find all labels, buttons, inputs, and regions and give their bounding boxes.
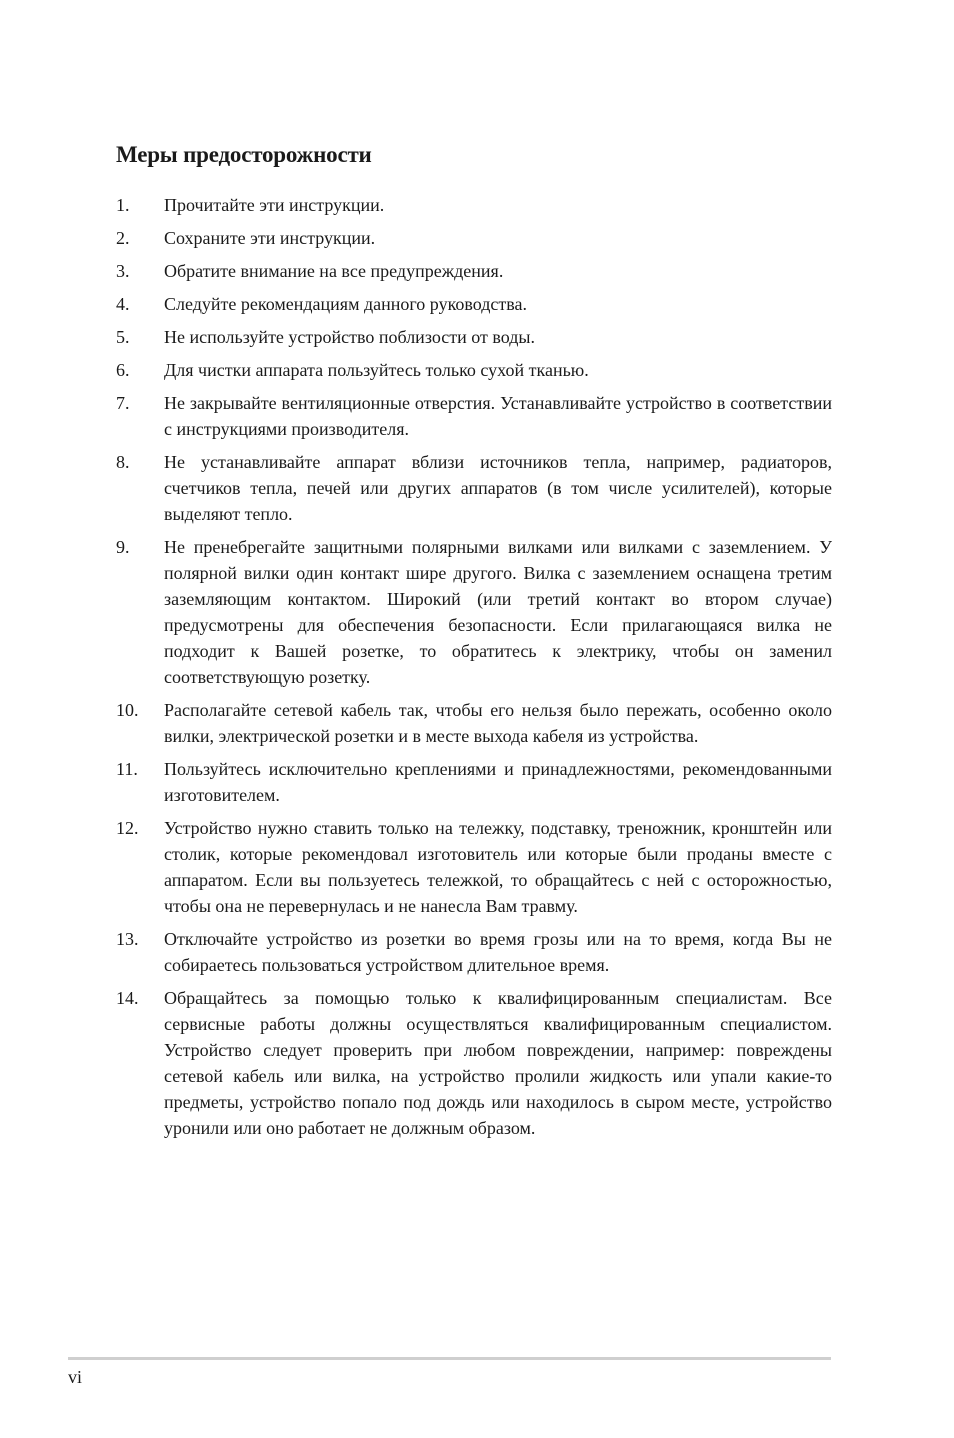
list-item-number: 5. bbox=[116, 327, 130, 347]
list-item-number: 8. bbox=[116, 452, 130, 472]
footer-divider bbox=[68, 1357, 831, 1360]
list-item bbox=[116, 225, 832, 251]
list-item-number: 4. bbox=[116, 294, 130, 314]
list-item bbox=[116, 390, 832, 442]
list-item-text: Для чистки аппарата пользуйтесь только сухой тканью. bbox=[164, 360, 589, 380]
safety-instructions-list bbox=[116, 192, 832, 1148]
list-item-number: 12. bbox=[116, 818, 139, 838]
list-item-text: Обращайтесь за помощью только к квалифицированным специалистам. Все сервисные работы должны осуществляться квалифицированным специалистом. Устройство следует проверить при любом повреждении, например: повреждены сетевой кабель или вилка, на устройство пролили жидкость или упали какие-то предметы, устройство попало под дождь или находилось в сыром месте, устройство уронили или оно работает не должным образом. bbox=[164, 988, 832, 1138]
list-item-number: 14. bbox=[116, 988, 139, 1008]
list-item bbox=[116, 926, 832, 978]
list-item bbox=[116, 258, 832, 284]
list-item-number: 13. bbox=[116, 929, 139, 949]
list-item bbox=[116, 291, 832, 317]
list-item-number: 10. bbox=[116, 700, 139, 720]
list-item-number: 6. bbox=[116, 360, 130, 380]
list-item-text: Не используйте устройство поблизости от воды. bbox=[164, 327, 535, 347]
list-item bbox=[116, 357, 832, 383]
page-number: vi bbox=[68, 1367, 83, 1387]
page-title: Меры предосторожности bbox=[116, 142, 372, 167]
list-item-text: Не устанавливайте аппарат вблизи источников тепла, например, радиаторов, счетчиков тепла, печей или других аппаратов (в том числе усилителей), которые выделяют тепло. bbox=[164, 452, 832, 524]
list-item-text: Обратите внимание на все предупреждения. bbox=[164, 261, 504, 281]
list-item-text: Устройство нужно ставить только на тележку, подставку, треножник, кронштейн или столик, которые рекомендовал изготовитель или которые были проданы вместе с аппаратом. Если вы пользуетесь тележкой, то обращайтесь с ней с осторожностью, чтобы она не перевернулась и не нанесла Вам травму. bbox=[164, 818, 832, 916]
list-item-text: Сохраните эти инструкции. bbox=[164, 228, 376, 248]
list-item bbox=[116, 815, 832, 919]
list-item-text: Прочитайте эти инструкции. bbox=[164, 195, 385, 215]
list-item-number: 7. bbox=[116, 393, 130, 413]
list-item-text: Отключайте устройство из розетки во время грозы или на то время, когда Вы не собираетесь пользоваться устройством длительное время. bbox=[164, 929, 832, 975]
list-item-text: Располагайте сетевой кабель так, чтобы его нельзя было пережать, особенно около вилки, электрической розетки и в месте выхода кабеля из устройства. bbox=[164, 700, 832, 746]
list-item-number: 1. bbox=[116, 195, 130, 215]
list-item-number: 9. bbox=[116, 537, 130, 557]
list-item bbox=[116, 449, 832, 527]
list-item bbox=[116, 756, 832, 808]
list-item bbox=[116, 192, 832, 218]
list-item bbox=[116, 697, 832, 749]
list-item bbox=[116, 324, 832, 350]
list-item-text: Следуйте рекомендациям данного руководства. bbox=[164, 294, 528, 314]
list-item-text: Пользуйтесь исключительно креплениями и принадлежностями, рекомендованными изготовителем. bbox=[164, 759, 832, 805]
list-item-number: 3. bbox=[116, 261, 130, 281]
list-item-text: Не пренебрегайте защитными полярными вилками или вилками с заземлением. У полярной вилки один контакт шире другого. Вилка с заземлением оснащена третим заземляющим контактом. Широкий (или третий контакт во втором случае) предусмотрены для обеспечения безопасности. Если прилагающаяся вилка не подходит к Вашей розетке, то обратитесь к электрику, чтобы он заменил соответствующую розетку. bbox=[164, 537, 832, 687]
list-item-number: 11. bbox=[116, 759, 138, 779]
list-item-number: 2. bbox=[116, 228, 130, 248]
list-item bbox=[116, 985, 832, 1141]
list-item bbox=[116, 534, 832, 690]
list-item-text: Не закрывайте вентиляционные отверстия. Устанавливайте устройство в соответствии с инструкциями производителя. bbox=[164, 393, 832, 439]
